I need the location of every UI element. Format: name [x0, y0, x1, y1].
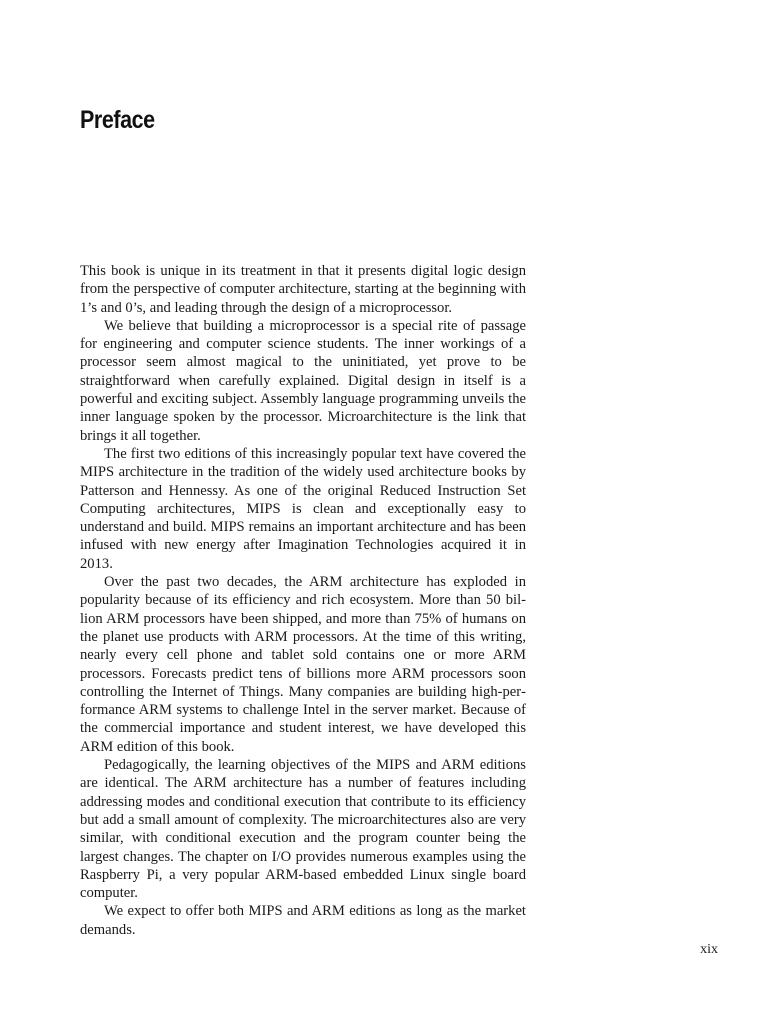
paragraph-6: We expect to offer both MIPS and ARM editions as long as the market demands. — [80, 903, 526, 938]
page-title: Preface — [80, 106, 155, 134]
paragraph-3: The first two editions of this increasingly popular text have covered the MIPS architecture in the tradition of the widely used architecture books by Patterson and Hennessy. As one of the original Reduced Instruction Set Computing architectures, MIPS is clean and exceptionally easy to understand and build. MIPS remains an important architecture and has been infused with new energy after Imagination Technologies acquired it in 2013. — [80, 445, 526, 572]
page-number: xix — [700, 942, 718, 957]
paragraph-1: This book is unique in its treatment in that it presents digital logic design from the perspective of computer architecture, starting at the beginning with 1’s and 0’s, and leading through the design of a microprocessor. — [80, 263, 526, 316]
paragraph-5: Pedagogically, the learning objectives of the MIPS and ARM editions are identical. The ARM architecture has a number of features including addressing modes and conditional execution that contribute to its efficiency but add a small amount of complexity. The microarchitectures also are very similar, with conditional execution and the program counter being the largest changes. The chapter on I/O provides numerous examples using the Raspberry Pi, a very popular ARM-based embedded Linux single board computer. — [80, 757, 526, 902]
preface-body — [80, 262, 526, 939]
paragraph-4: Over the past two decades, the ARM architecture has exploded in popularity because of its efficiency and rich ecosystem. More than 50 billion ARM processors have been shipped, and more than 75% of humans on the planet use products with ARM processors. At the time of this writing, nearly every cell phone and tablet sold contains one or more ARM processors. Forecasts predict tens of billions more ARM processors soon controlling the Internet of Things. Many companies are building high-performance ARM systems to challenge Intel in the server market. Because of the commercial importance and student interest, we have developed this ARM edition of this book. — [80, 574, 526, 755]
paragraph-2: We believe that building a microprocessor is a special rite of passage for engineering and computer science students. The inner workings of a processor seem almost magical to the uninitiated, yet prove to be straightforward when carefully explained. Digital design in itself is a powerful and exciting subject. Assembly language programming unveils the inner language spoken by the processor. Microarchitecture is the link that brings it all together. — [80, 317, 526, 444]
